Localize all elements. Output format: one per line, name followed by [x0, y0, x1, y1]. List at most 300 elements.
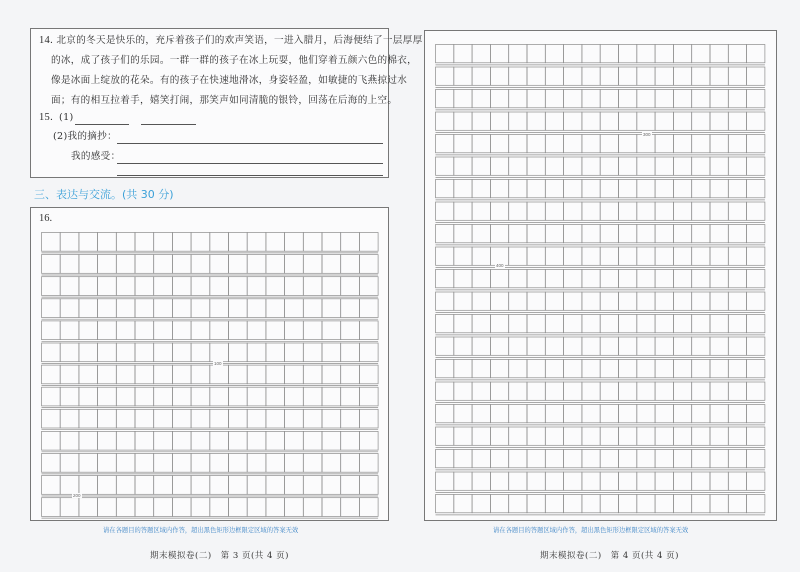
grid-cell[interactable] [710, 360, 728, 378]
grid-cell[interactable] [545, 292, 563, 310]
grid-cell[interactable] [154, 431, 173, 450]
grid-cell[interactable] [509, 427, 527, 445]
grid-cell[interactable] [266, 454, 285, 473]
grid-cell[interactable] [637, 360, 655, 378]
grid-cell[interactable] [637, 180, 655, 198]
grid-cell[interactable] [60, 233, 79, 252]
grid-cell[interactable] [600, 45, 618, 63]
grid-cell[interactable] [472, 315, 490, 333]
grid-cell[interactable] [454, 90, 472, 108]
grid-cell[interactable] [285, 299, 304, 318]
grid-cell[interactable] [600, 202, 618, 220]
grid-cell[interactable] [98, 321, 117, 340]
grid-cell[interactable] [172, 255, 191, 274]
grid-cell[interactable] [655, 135, 673, 153]
grid-cell[interactable] [116, 476, 135, 495]
grid-cell[interactable] [322, 343, 341, 362]
grid-cell[interactable] [60, 255, 79, 274]
grid-cell[interactable] [692, 67, 710, 85]
grid-cell[interactable] [266, 476, 285, 495]
grid-cell[interactable] [490, 112, 508, 130]
grid-cell[interactable] [229, 431, 248, 450]
grid-cell[interactable] [582, 45, 600, 63]
grid-cell[interactable] [266, 498, 285, 517]
grid-cell[interactable] [210, 476, 229, 495]
grid-cell[interactable] [710, 495, 728, 513]
grid-cell[interactable] [436, 247, 454, 265]
grid-cell[interactable] [655, 337, 673, 355]
grid-cell[interactable] [285, 387, 304, 406]
grid-cell[interactable] [710, 292, 728, 310]
grid-cell[interactable] [564, 427, 582, 445]
grid-cell[interactable] [42, 277, 61, 296]
grid-cell[interactable] [436, 180, 454, 198]
grid-cell[interactable] [619, 360, 637, 378]
grid-cell[interactable] [582, 292, 600, 310]
grid-cell[interactable] [582, 112, 600, 130]
grid-cell[interactable] [637, 90, 655, 108]
grid-cell[interactable] [527, 427, 545, 445]
grid-cell[interactable] [285, 343, 304, 362]
grid-cell[interactable] [359, 299, 378, 318]
grid-cell[interactable] [692, 135, 710, 153]
grid-cell[interactable] [322, 255, 341, 274]
grid-cell[interactable] [747, 202, 765, 220]
grid-cell[interactable] [564, 45, 582, 63]
grid-cell[interactable] [210, 343, 229, 362]
grid-cell[interactable] [582, 450, 600, 468]
grid-cell[interactable] [655, 360, 673, 378]
grid-cell[interactable] [509, 225, 527, 243]
grid-cell[interactable] [135, 255, 154, 274]
grid-cell[interactable] [600, 382, 618, 400]
grid-cell[interactable] [728, 360, 746, 378]
grid-cell[interactable] [436, 382, 454, 400]
q15-feeling-blank-2[interactable] [117, 175, 383, 176]
grid-cell[interactable] [472, 495, 490, 513]
grid-cell[interactable] [655, 495, 673, 513]
grid-cell[interactable] [60, 387, 79, 406]
grid-cell[interactable] [747, 427, 765, 445]
grid-cell[interactable] [191, 454, 210, 473]
grid-cell[interactable] [210, 233, 229, 252]
grid-cell[interactable] [285, 255, 304, 274]
grid-cell[interactable] [116, 321, 135, 340]
grid-cell[interactable] [527, 472, 545, 490]
grid-cell[interactable] [490, 360, 508, 378]
grid-cell[interactable] [728, 405, 746, 423]
grid-cell[interactable] [229, 498, 248, 517]
grid-cell[interactable] [436, 337, 454, 355]
grid-cell[interactable] [600, 495, 618, 513]
grid-cell[interactable] [692, 247, 710, 265]
grid-cell[interactable] [42, 454, 61, 473]
grid-cell[interactable] [303, 387, 322, 406]
grid-cell[interactable] [673, 67, 691, 85]
grid-cell[interactable] [472, 67, 490, 85]
grid-cell[interactable] [655, 382, 673, 400]
grid-cell[interactable] [154, 476, 173, 495]
grid-cell[interactable] [98, 454, 117, 473]
grid-cell[interactable] [527, 135, 545, 153]
grid-cell[interactable] [655, 270, 673, 288]
grid-cell[interactable] [247, 277, 266, 296]
grid-cell[interactable] [191, 233, 210, 252]
grid-cell[interactable] [135, 277, 154, 296]
grid-cell[interactable] [98, 409, 117, 428]
grid-cell[interactable] [509, 405, 527, 423]
grid-cell[interactable] [229, 299, 248, 318]
grid-cell[interactable] [60, 321, 79, 340]
grid-cell[interactable] [527, 90, 545, 108]
grid-cell[interactable] [454, 247, 472, 265]
grid-cell[interactable] [527, 405, 545, 423]
grid-cell[interactable] [747, 225, 765, 243]
q15-feeling-blank-1[interactable] [117, 163, 383, 164]
grid-cell[interactable] [509, 45, 527, 63]
grid-cell[interactable] [545, 315, 563, 333]
grid-cell[interactable] [619, 180, 637, 198]
composition-grid-left[interactable] [41, 232, 379, 519]
grid-cell[interactable] [509, 360, 527, 378]
grid-cell[interactable] [710, 112, 728, 130]
grid-cell[interactable] [710, 337, 728, 355]
grid-cell[interactable] [600, 157, 618, 175]
grid-cell[interactable] [600, 360, 618, 378]
grid-cell[interactable] [527, 382, 545, 400]
grid-cell[interactable] [509, 495, 527, 513]
grid-cell[interactable] [266, 343, 285, 362]
grid-cell[interactable] [545, 45, 563, 63]
grid-cell[interactable] [472, 337, 490, 355]
grid-cell[interactable] [673, 405, 691, 423]
grid-cell[interactable] [509, 292, 527, 310]
grid-cell[interactable] [79, 387, 98, 406]
grid-cell[interactable] [116, 277, 135, 296]
grid-cell[interactable] [116, 387, 135, 406]
grid-cell[interactable] [728, 382, 746, 400]
grid-cell[interactable] [619, 135, 637, 153]
grid-cell[interactable] [692, 202, 710, 220]
grid-cell[interactable] [582, 135, 600, 153]
grid-cell[interactable] [692, 382, 710, 400]
grid-cell[interactable] [710, 405, 728, 423]
grid-cell[interactable] [509, 90, 527, 108]
grid-cell[interactable] [655, 157, 673, 175]
grid-cell[interactable] [247, 409, 266, 428]
grid-cell[interactable] [582, 202, 600, 220]
grid-cell[interactable] [229, 409, 248, 428]
grid-cell[interactable] [436, 495, 454, 513]
grid-cell[interactable] [582, 67, 600, 85]
grid-cell[interactable] [582, 157, 600, 175]
grid-cell[interactable] [692, 180, 710, 198]
grid-cell[interactable] [710, 202, 728, 220]
grid-cell[interactable] [229, 476, 248, 495]
grid-cell[interactable] [747, 292, 765, 310]
grid-cell[interactable] [322, 387, 341, 406]
grid-cell[interactable] [600, 427, 618, 445]
grid-cell[interactable] [655, 45, 673, 63]
grid-cell[interactable] [655, 292, 673, 310]
grid-cell[interactable] [619, 427, 637, 445]
grid-cell[interactable] [79, 431, 98, 450]
grid-cell[interactable] [692, 495, 710, 513]
grid-cell[interactable] [655, 90, 673, 108]
grid-cell[interactable] [454, 157, 472, 175]
grid-cell[interactable] [454, 495, 472, 513]
grid-cell[interactable] [472, 157, 490, 175]
grid-cell[interactable] [154, 409, 173, 428]
grid-cell[interactable] [582, 360, 600, 378]
grid-cell[interactable] [600, 292, 618, 310]
grid-cell[interactable] [472, 202, 490, 220]
grid-cell[interactable] [710, 135, 728, 153]
grid-cell[interactable] [472, 427, 490, 445]
grid-cell[interactable] [582, 405, 600, 423]
grid-cell[interactable] [135, 387, 154, 406]
grid-cell[interactable] [154, 387, 173, 406]
grid-cell[interactable] [322, 321, 341, 340]
grid-cell[interactable] [454, 225, 472, 243]
grid-cell[interactable] [509, 67, 527, 85]
grid-cell[interactable] [98, 431, 117, 450]
grid-cell[interactable] [728, 180, 746, 198]
grid-cell[interactable] [98, 233, 117, 252]
grid-cell[interactable] [728, 247, 746, 265]
grid-cell[interactable] [42, 299, 61, 318]
grid-cell[interactable] [582, 427, 600, 445]
grid-cell[interactable] [172, 476, 191, 495]
grid-cell[interactable] [710, 427, 728, 445]
grid-cell[interactable] [191, 255, 210, 274]
grid-cell[interactable] [600, 270, 618, 288]
grid-cell[interactable] [60, 409, 79, 428]
grid-cell[interactable] [509, 270, 527, 288]
grid-cell[interactable] [341, 431, 360, 450]
grid-cell[interactable] [322, 299, 341, 318]
grid-cell[interactable] [692, 337, 710, 355]
grid-cell[interactable] [509, 472, 527, 490]
grid-cell[interactable] [191, 321, 210, 340]
grid-cell[interactable] [692, 472, 710, 490]
grid-cell[interactable] [490, 225, 508, 243]
grid-cell[interactable] [60, 498, 79, 517]
grid-cell[interactable] [285, 454, 304, 473]
grid-cell[interactable] [191, 409, 210, 428]
grid-cell[interactable] [172, 321, 191, 340]
grid-cell[interactable] [341, 498, 360, 517]
grid-cell[interactable] [692, 157, 710, 175]
grid-cell[interactable] [172, 387, 191, 406]
grid-cell[interactable] [673, 247, 691, 265]
q15-blank-2[interactable] [141, 124, 196, 125]
grid-cell[interactable] [116, 498, 135, 517]
grid-cell[interactable] [154, 454, 173, 473]
grid-cell[interactable] [210, 387, 229, 406]
grid-cell[interactable] [210, 255, 229, 274]
grid-cell[interactable] [619, 450, 637, 468]
grid-cell[interactable] [472, 180, 490, 198]
grid-cell[interactable] [266, 365, 285, 384]
grid-cell[interactable] [341, 299, 360, 318]
grid-cell[interactable] [247, 454, 266, 473]
grid-cell[interactable] [341, 365, 360, 384]
grid-cell[interactable] [582, 337, 600, 355]
grid-cell[interactable] [322, 431, 341, 450]
grid-cell[interactable] [98, 365, 117, 384]
grid-cell[interactable] [359, 255, 378, 274]
grid-cell[interactable] [359, 277, 378, 296]
grid-cell[interactable] [135, 365, 154, 384]
grid-cell[interactable] [303, 476, 322, 495]
grid-cell[interactable] [619, 90, 637, 108]
grid-cell[interactable] [490, 427, 508, 445]
grid-cell[interactable] [79, 321, 98, 340]
grid-cell[interactable] [728, 135, 746, 153]
grid-cell[interactable] [266, 387, 285, 406]
grid-cell[interactable] [436, 450, 454, 468]
grid-cell[interactable] [472, 450, 490, 468]
grid-cell[interactable] [98, 299, 117, 318]
grid-cell[interactable] [359, 387, 378, 406]
grid-cell[interactable] [42, 365, 61, 384]
grid-cell[interactable] [79, 343, 98, 362]
grid-cell[interactable] [655, 427, 673, 445]
grid-cell[interactable] [191, 387, 210, 406]
grid-cell[interactable] [341, 321, 360, 340]
grid-cell[interactable] [359, 498, 378, 517]
grid-cell[interactable] [454, 67, 472, 85]
grid-cell[interactable] [229, 343, 248, 362]
grid-cell[interactable] [116, 365, 135, 384]
grid-cell[interactable] [619, 112, 637, 130]
grid-cell[interactable] [359, 409, 378, 428]
grid-cell[interactable] [564, 67, 582, 85]
grid-cell[interactable] [60, 299, 79, 318]
grid-cell[interactable] [154, 299, 173, 318]
grid-cell[interactable] [600, 90, 618, 108]
grid-cell[interactable] [303, 454, 322, 473]
grid-cell[interactable] [600, 315, 618, 333]
grid-cell[interactable] [285, 431, 304, 450]
grid-cell[interactable] [322, 476, 341, 495]
grid-cell[interactable] [303, 277, 322, 296]
grid-cell[interactable] [436, 427, 454, 445]
grid-cell[interactable] [582, 247, 600, 265]
grid-cell[interactable] [655, 315, 673, 333]
grid-cell[interactable] [600, 112, 618, 130]
grid-cell[interactable] [247, 498, 266, 517]
grid-cell[interactable] [527, 180, 545, 198]
grid-cell[interactable] [303, 431, 322, 450]
grid-cell[interactable] [154, 277, 173, 296]
grid-cell[interactable] [154, 498, 173, 517]
grid-cell[interactable] [637, 247, 655, 265]
grid-cell[interactable] [116, 343, 135, 362]
grid-cell[interactable] [728, 292, 746, 310]
grid-cell[interactable] [637, 337, 655, 355]
grid-cell[interactable] [545, 225, 563, 243]
grid-cell[interactable] [472, 360, 490, 378]
grid-cell[interactable] [673, 90, 691, 108]
grid-cell[interactable] [436, 225, 454, 243]
grid-cell[interactable] [210, 498, 229, 517]
grid-cell[interactable] [527, 45, 545, 63]
grid-cell[interactable] [619, 292, 637, 310]
grid-cell[interactable] [42, 233, 61, 252]
grid-cell[interactable] [60, 454, 79, 473]
grid-cell[interactable] [582, 180, 600, 198]
grid-cell[interactable] [303, 321, 322, 340]
grid-cell[interactable] [564, 157, 582, 175]
grid-cell[interactable] [692, 427, 710, 445]
grid-cell[interactable] [655, 180, 673, 198]
grid-cell[interactable] [527, 292, 545, 310]
grid-cell[interactable] [673, 315, 691, 333]
grid-cell[interactable] [564, 315, 582, 333]
grid-cell[interactable] [655, 202, 673, 220]
grid-cell[interactable] [191, 343, 210, 362]
grid-cell[interactable] [692, 225, 710, 243]
grid-cell[interactable] [490, 405, 508, 423]
grid-cell[interactable] [341, 277, 360, 296]
grid-cell[interactable] [454, 135, 472, 153]
grid-cell[interactable] [600, 337, 618, 355]
grid-cell[interactable] [637, 112, 655, 130]
grid-cell[interactable] [191, 498, 210, 517]
grid-cell[interactable] [673, 45, 691, 63]
grid-cell[interactable] [747, 450, 765, 468]
grid-cell[interactable] [673, 472, 691, 490]
grid-cell[interactable] [436, 67, 454, 85]
grid-cell[interactable] [710, 180, 728, 198]
grid-cell[interactable] [728, 450, 746, 468]
grid-cell[interactable] [710, 157, 728, 175]
grid-cell[interactable] [247, 431, 266, 450]
grid-cell[interactable] [490, 90, 508, 108]
grid-cell[interactable] [191, 277, 210, 296]
grid-cell[interactable] [710, 382, 728, 400]
grid-cell[interactable] [135, 431, 154, 450]
grid-cell[interactable] [42, 476, 61, 495]
grid-cell[interactable] [60, 476, 79, 495]
grid-cell[interactable] [247, 387, 266, 406]
grid-cell[interactable] [545, 135, 563, 153]
grid-cell[interactable] [527, 247, 545, 265]
grid-cell[interactable] [564, 90, 582, 108]
grid-cell[interactable] [710, 472, 728, 490]
grid-cell[interactable] [322, 233, 341, 252]
grid-cell[interactable] [545, 90, 563, 108]
grid-cell[interactable] [116, 431, 135, 450]
grid-cell[interactable] [545, 495, 563, 513]
grid-cell[interactable] [619, 270, 637, 288]
grid-cell[interactable] [454, 202, 472, 220]
grid-cell[interactable] [564, 112, 582, 130]
grid-cell[interactable] [490, 495, 508, 513]
grid-cell[interactable] [79, 498, 98, 517]
grid-cell[interactable] [191, 299, 210, 318]
grid-cell[interactable] [637, 405, 655, 423]
grid-cell[interactable] [564, 472, 582, 490]
grid-cell[interactable] [747, 495, 765, 513]
grid-cell[interactable] [359, 454, 378, 473]
grid-cell[interactable] [341, 255, 360, 274]
grid-cell[interactable] [747, 360, 765, 378]
grid-cell[interactable] [454, 270, 472, 288]
grid-cell[interactable] [673, 427, 691, 445]
